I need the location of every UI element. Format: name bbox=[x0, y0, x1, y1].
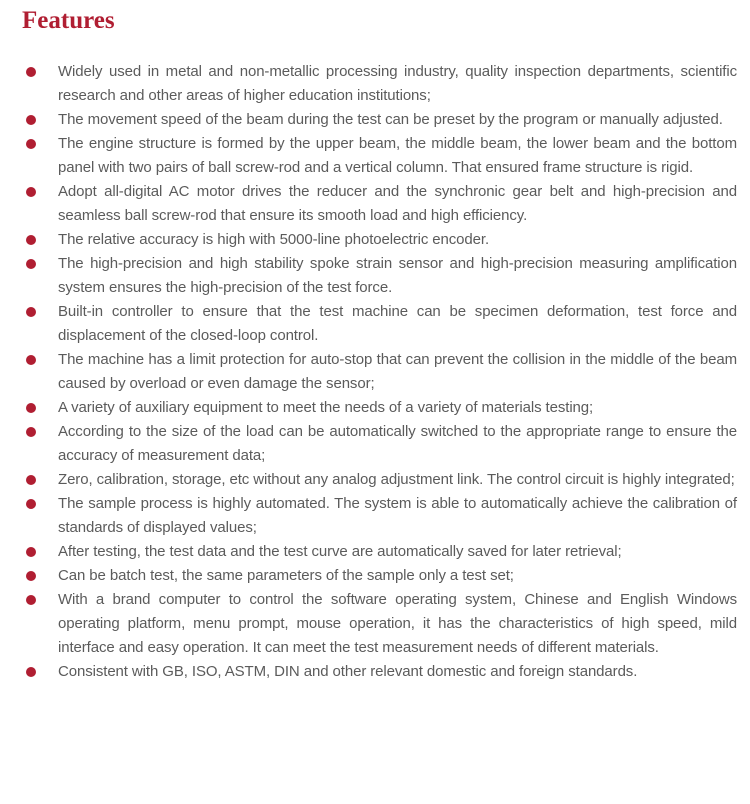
list-item bbox=[0, 660, 750, 684]
list-item bbox=[0, 420, 750, 468]
list-item bbox=[0, 108, 750, 132]
list-item bbox=[0, 588, 750, 660]
feature-text: The high-precision and high stability spoke strain sensor and high-precision measuring amplification system ensures the high-precision of the test force. bbox=[58, 255, 737, 296]
bullet-icon bbox=[26, 67, 36, 77]
bullet-icon bbox=[26, 259, 36, 269]
page-title: Features bbox=[22, 7, 115, 34]
bullet-icon bbox=[26, 139, 36, 149]
bullet-icon bbox=[26, 667, 36, 677]
feature-text: Built-in controller to ensure that the test machine can be specimen deformation, test force and displacement of the closed-loop control. bbox=[58, 303, 737, 344]
list-item bbox=[0, 60, 750, 108]
list-item bbox=[0, 132, 750, 180]
bullet-icon bbox=[26, 307, 36, 317]
bullet-icon bbox=[26, 355, 36, 365]
bullet-icon bbox=[26, 571, 36, 581]
list-item bbox=[0, 396, 750, 420]
bullet-icon bbox=[26, 475, 36, 485]
feature-text: The engine structure is formed by the upper beam, the middle beam, the lower beam and the bottom panel with two pairs of ball screw-rod and a vertical column. That ensured frame structure is rigid. bbox=[58, 135, 737, 176]
features-list bbox=[0, 60, 750, 684]
bullet-icon bbox=[26, 235, 36, 245]
feature-text: Consistent with GB, ISO, ASTM, DIN and other relevant domestic and foreign standards. bbox=[58, 663, 638, 680]
bullet-icon bbox=[26, 115, 36, 125]
list-item bbox=[0, 564, 750, 588]
bullet-icon bbox=[26, 427, 36, 437]
bullet-icon bbox=[26, 547, 36, 557]
feature-text: The movement speed of the beam during the test can be preset by the program or manually adjusted. bbox=[58, 111, 723, 128]
list-item bbox=[0, 300, 750, 348]
feature-text: A variety of auxiliary equipment to meet the needs of a variety of materials testing; bbox=[58, 399, 594, 416]
feature-text: The relative accuracy is high with 5000-line photoelectric encoder. bbox=[58, 231, 490, 248]
feature-text: Zero, calibration, storage, etc without any analog adjustment link. The control circuit is highly integrated; bbox=[58, 471, 735, 488]
list-item bbox=[0, 540, 750, 564]
bullet-icon bbox=[26, 595, 36, 605]
feature-text: The sample process is highly automated. The system is able to automatically achieve the calibration of standards of displayed values; bbox=[58, 495, 737, 536]
feature-text: After testing, the test data and the test curve are automatically saved for later retrieval; bbox=[58, 543, 622, 560]
bullet-icon bbox=[26, 187, 36, 197]
list-item bbox=[0, 228, 750, 252]
feature-text: With a brand computer to control the software operating system, Chinese and English Windows operating platform, menu prompt, mouse operation, it has the characteristics of high speed, mild interface and easy operation. It can meet the test measurement needs of different materials. bbox=[58, 591, 737, 656]
list-item bbox=[0, 468, 750, 492]
list-item bbox=[0, 180, 750, 228]
feature-text: Adopt all-digital AC motor drives the reducer and the synchronic gear belt and high-precision and seamless ball screw-rod that ensure its smooth load and high efficiency. bbox=[58, 183, 737, 224]
feature-text: Widely used in metal and non-metallic processing industry, quality inspection departments, scientific research and other areas of higher education institutions; bbox=[58, 63, 737, 104]
list-item bbox=[0, 492, 750, 540]
feature-text: Can be batch test, the same parameters of the sample only a test set; bbox=[58, 567, 514, 584]
feature-text: The machine has a limit protection for auto-stop that can prevent the collision in the middle of the beam caused by overload or even damage the sensor; bbox=[58, 351, 737, 392]
feature-text: According to the size of the load can be automatically switched to the appropriate range to ensure the accuracy of measurement data; bbox=[58, 423, 737, 464]
list-item bbox=[0, 348, 750, 396]
bullet-icon bbox=[26, 403, 36, 413]
list-item bbox=[0, 252, 750, 300]
bullet-icon bbox=[26, 499, 36, 509]
